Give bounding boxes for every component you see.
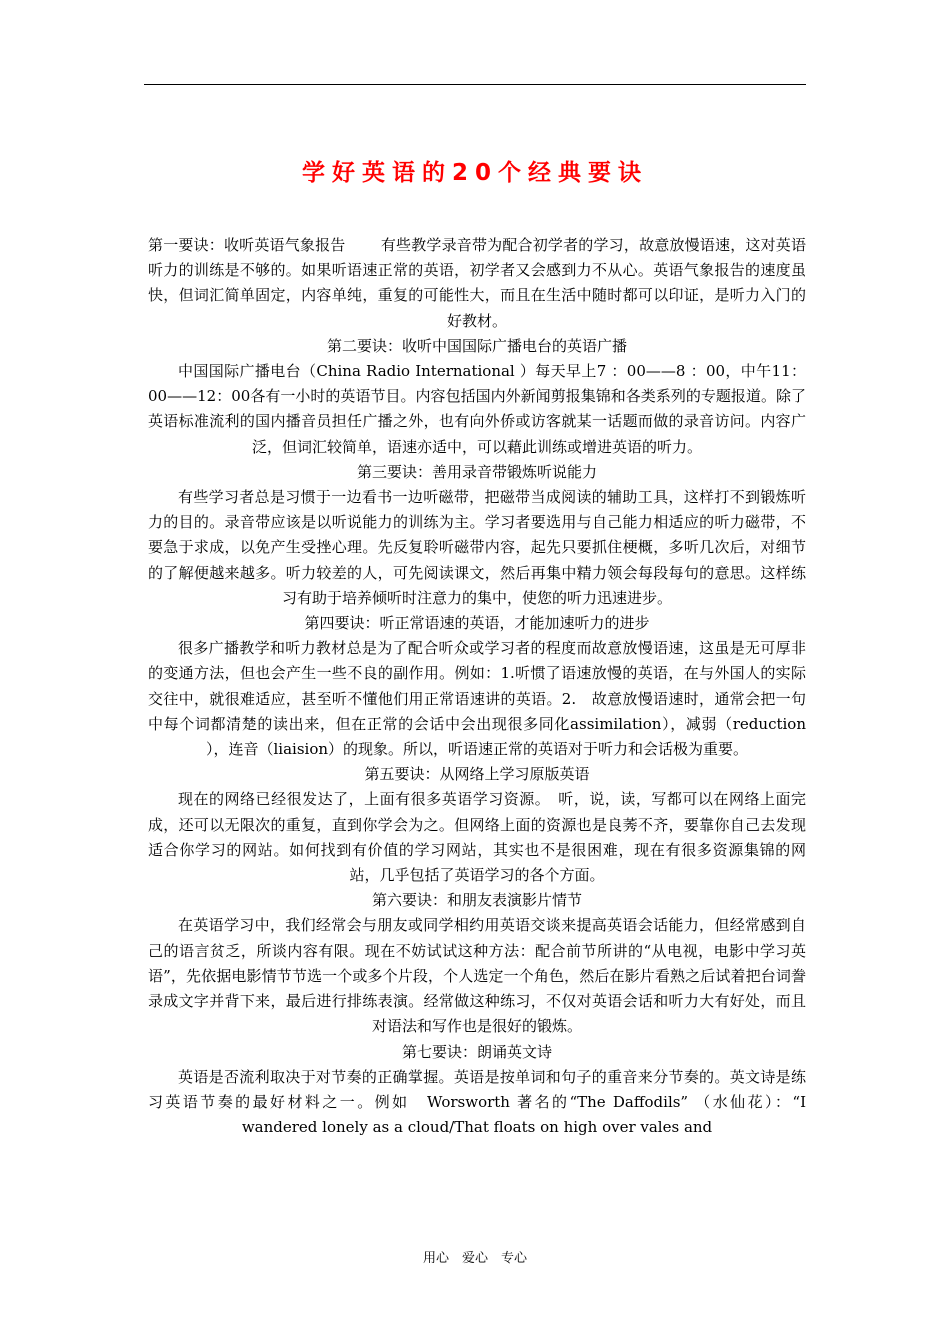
- page-footer: 用心 爱心 专心: [422, 1251, 527, 1266]
- section-3-heading: 第三要诀：善用录音带锻炼听说能力: [356, 462, 597, 481]
- section-4-heading: 第四要诀：听正常语速的英语，才能加速听力的进步: [304, 614, 650, 633]
- section-2-heading: 第二要诀：收听中国国际广播电台的英语广播: [326, 336, 627, 355]
- section-1-body: 有些教学录音带为配合初学者的学习，故意放慢语速，这对英语听力的训练是不够的。如果听语速正常的英语，初学者又会感到力不从心。英语气象报告的速度虽快，但词汇简单固定，内容单纯，重复的可能性大，而且在生活中随时都可以印证，是听力入门的好教材。: [148, 236, 806, 330]
- section-1-paragraph: [148, 233, 806, 334]
- section-1-heading: 第一要诀：收听英语气象报告: [148, 236, 346, 254]
- document-title: 学好英语的20个经典要诀: [301, 160, 648, 186]
- section-5-body: 现在的网络已经很发达了，上面有很多英语学习资源。 听，说，读，写都可以在网络上面完成，还可以无限次的重复，直到你学会为之。但网络上面的资源也是良莠不齐，要靠你自己去发现适合你学习的网站。如何找到有价值的学习网站，其实也不是很困难，现在有很多资源集锦的网站，几乎包括了英语学习的各个方面。: [148, 790, 806, 885]
- section-6-body: 在英语学习中，我们经常会与朋友或同学相约用英语交谈来提高英语会话能力，但经常感到自己的语言贫乏，所谈内容有限。现在不妨试试这种方法：配合前节所讲的“从电视，电影中学习英语”，先依据电影情节节选一个或多个片段，个人选定一个角色，然后在影片看熟之后试着把台词誊录成文字并背下来，最后进行排练表演。经常做这种练习，不仅对英语会话和听力大有好处，而且对语法和写作也是很好的锻炼。: [148, 916, 806, 1036]
- section-3-body: 有些学习者总是习惯于一边看书一边听磁带，把磁带当成阅读的辅助工具，这样打不到锻炼听力的目的。录音带应该是以听说能力的训练为主。学习者要选用与自己能力相适应的听力磁带，不要急于求成，以免产生受挫心理。先反复聆听磁带内容，起先只要抓住梗概，多听几次后，对细节的了解便越来越多。听力较差的人，可先阅读课文，然后再集中精力领会每段每句的意思。这样练习有助于培养倾听时注意力的集中，使您的听力迅速进步。: [148, 488, 806, 607]
- section-4-body: 很多广播教学和听力教材总是为了配合听众或学习者的程度而故意放慢语速，这虽是无可厚非的变通方法，但也会产生一些不良的副作用。例如：1.听惯了语速放慢的英语，在与外国人的实际交往中，就很难适应，甚至听不懂他们用正常语速讲的英语。2. 故意放慢语速时，通常会把一句中每个词都清楚的读出来，但在正常的会话中会出现很多同化assimilation），减弱（reduction ），连音（liaision）的现象。所以，听语速正常的英语对于听力和会话极为重要。: [148, 639, 806, 759]
- section-7-body: 英语是否流利取决于对节奏的正确掌握。英语是按单词和句子的重音来分节奏的。英文诗是练习英语节奏的最好材料之一。例如 Worsworth 著名的“The Daffodils” （水仙花）：“I wandered lonely as a cloud/That floats on high over vales and: [148, 1067, 806, 1137]
- section-5-heading: 第五要诀：从网络上学习原版英语: [364, 765, 590, 784]
- section-7-heading: 第七要诀：朗诵英文诗: [401, 1042, 552, 1061]
- section-6-heading: 第六要诀：和朋友表演影片情节: [371, 891, 582, 910]
- header-rule: [144, 84, 806, 85]
- document-body: [148, 233, 806, 1140]
- section-2-body: 中国国际广播电台（China Radio International ）每天早上7 ：00——8 ：00，中午11：00——12：00各有一小时的英语节目。内容包括国内外新闻剪报集锦和各类系列的专题报道。除了英语标准流利的国内播音员担任广播之外，也有向外侨或访客就某一话题而做的录音访问。内容广泛，但词汇较简单，语速亦适中，可以藉此训练或增进英语的听力。: [148, 362, 806, 456]
